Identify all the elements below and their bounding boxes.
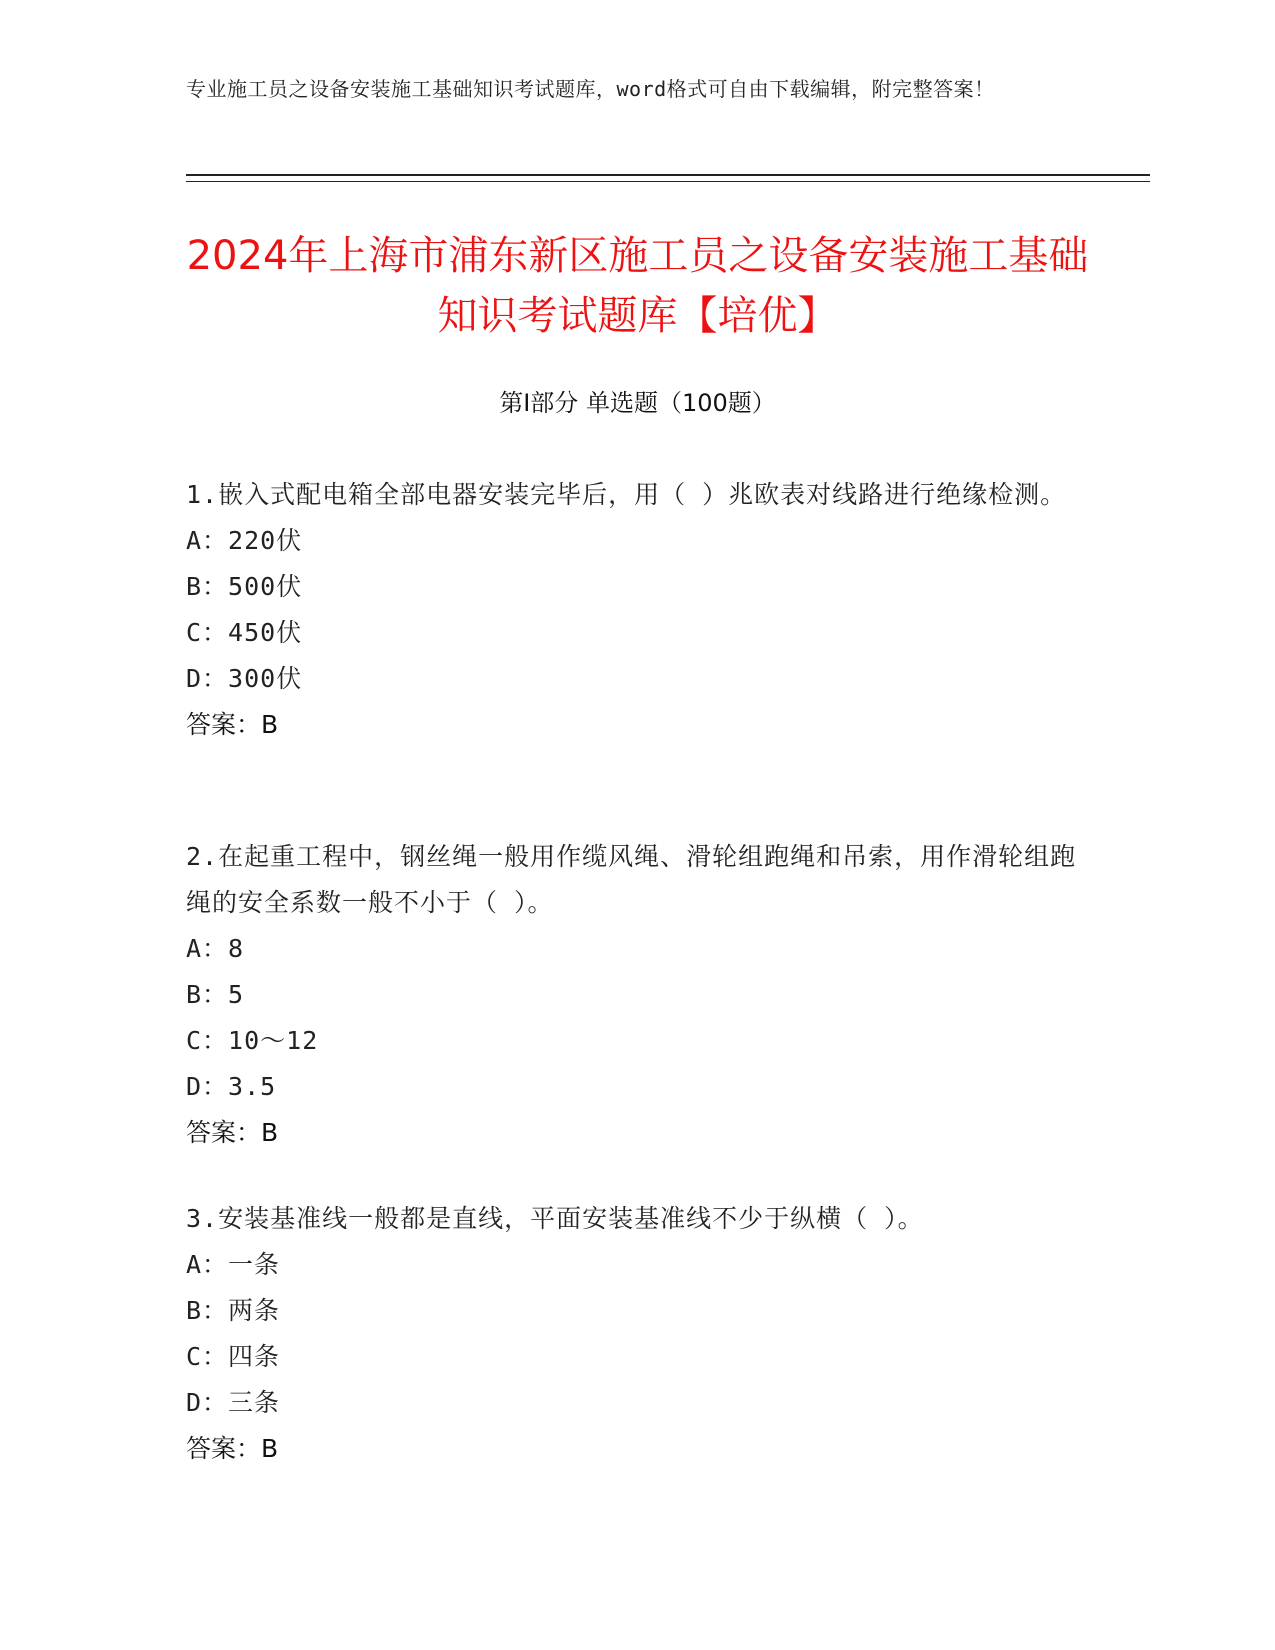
option-d: D：3.5	[186, 1072, 277, 1101]
section-title: 第I部分 单选题（100题）	[499, 389, 776, 417]
option-a: A：8	[186, 934, 245, 963]
question-1	[186, 472, 1086, 748]
option-b: B：两条	[186, 1296, 281, 1325]
header-note: 专业施工员之设备安装施工基础知识考试题库，word格式可自由下载编辑，附完整答案！	[186, 77, 995, 101]
question-stem: 3.安装基准线一般都是直线，平面安装基准线不少于纵横（ ）。	[186, 1204, 924, 1233]
option-b: B：5	[186, 980, 245, 1009]
answer: 答案：B	[186, 1118, 279, 1147]
option-a: A：一条	[186, 1250, 281, 1279]
option-d: D：300伏	[186, 664, 303, 693]
document-title: 2024年上海市浦东新区施工员之设备安装施工基础知识考试题库【培优】	[186, 233, 1089, 339]
option-a: A：220伏	[186, 526, 303, 555]
option-c: C：450伏	[186, 618, 303, 647]
header-divider-thick	[186, 174, 1150, 176]
question-2	[186, 834, 1086, 1156]
header-divider-thin	[186, 181, 1150, 182]
option-b: B：500伏	[186, 572, 303, 601]
question-3	[186, 1196, 1086, 1472]
option-d: D：三条	[186, 1388, 281, 1417]
option-c: C：四条	[186, 1342, 281, 1371]
question-stem: 1.嵌入式配电箱全部电器安装完毕后，用（ ）兆欧表对线路进行绝缘检测。	[186, 480, 1067, 509]
answer: 答案：B	[186, 710, 279, 739]
question-stem: 2.在起重工程中，钢丝绳一般用作缆风绳、滑轮组跑绳和吊索，用作滑轮组跑绳的安全系数一般不小于（ ）。	[186, 842, 1077, 917]
option-c: C：10～12	[186, 1026, 319, 1055]
answer: 答案：B	[186, 1434, 279, 1463]
